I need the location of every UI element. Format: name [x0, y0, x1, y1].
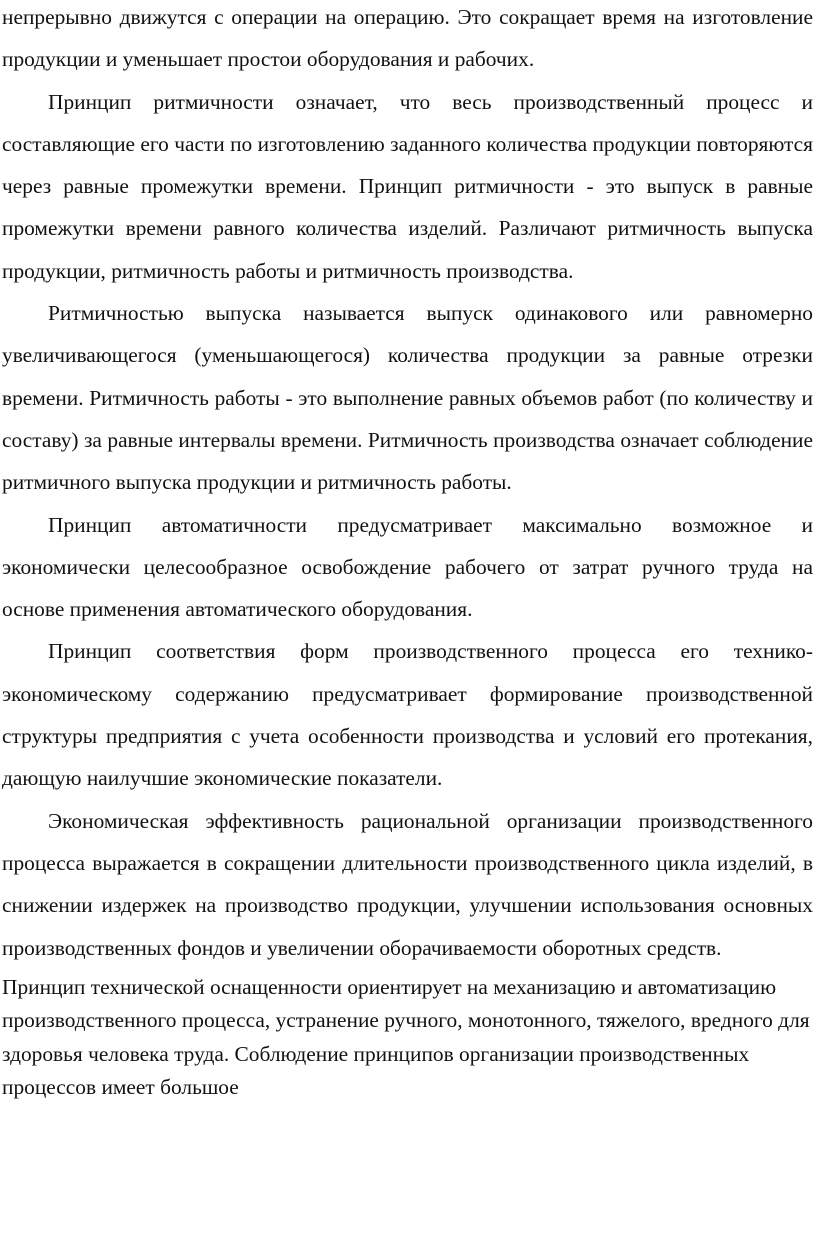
paragraph-economic-efficiency: Экономическая эффективность рациональной организации производственного процесса выражается в сокращении длительности производственного цикла изделий, в снижении издержек на производство продукции, улучшении использования основных производственных фондов и увеличении оборачиваемости оборотных средств. [2, 808, 813, 960]
paragraph-output-rhythm: Ритмичностью выпуска называется выпуск одинакового или равномерно увеличивающегося (уменьшающегося) количества продукции за равные отрезки времени. Ритмичность работы - это выполнение равных объемов работ (по количеству и составу) за равные интервалы времени. Ритмичность производства означает соблюдение ритмичного выпуска продукции и ритмичность работы. [2, 301, 813, 495]
paragraph-technical-equipment: Принцип технической оснащенности ориентирует на механизацию и автоматизацию производственного процесса, устранение ручного, монотонного, тяжелого, вредного для здоровья человека труда. Соблюдение принципов организации производственных процессов имеет большое [2, 974, 810, 1100]
paragraph-rhythmicity-principle: Принцип ритмичности означает, что весь производственный процесс и составляющие его части по изготовлению заданного количества продукции повторяются через равные промежутки времени. Принцип ритмичности - это выпуск в равные промежутки времени равного количества изделий. Различают ритмичность выпуска продукции, ритмичность работы и ритмичность производства. [2, 89, 813, 283]
paragraph-correspondence-principle: Принцип соответствия форм производственного процесса его технико-экономическому содержанию предусматривает формирование производственной структуры предприятия с учета особенности производства и условий его протекания, дающую наилучшие экономические показатели. [2, 639, 813, 791]
paragraph-continuation: непрерывно движутся с операции на операцию. Это сокращает время на изготовление продукции и уменьшает простои оборудования и рабочих. [2, 5, 813, 72]
paragraph-automaticity-principle: Принцип автоматичности предусматривает максимально возможное и экономически целесообразное освобождение рабочего от затрат ручного труда на основе применения автоматического оборудования. [2, 512, 813, 622]
